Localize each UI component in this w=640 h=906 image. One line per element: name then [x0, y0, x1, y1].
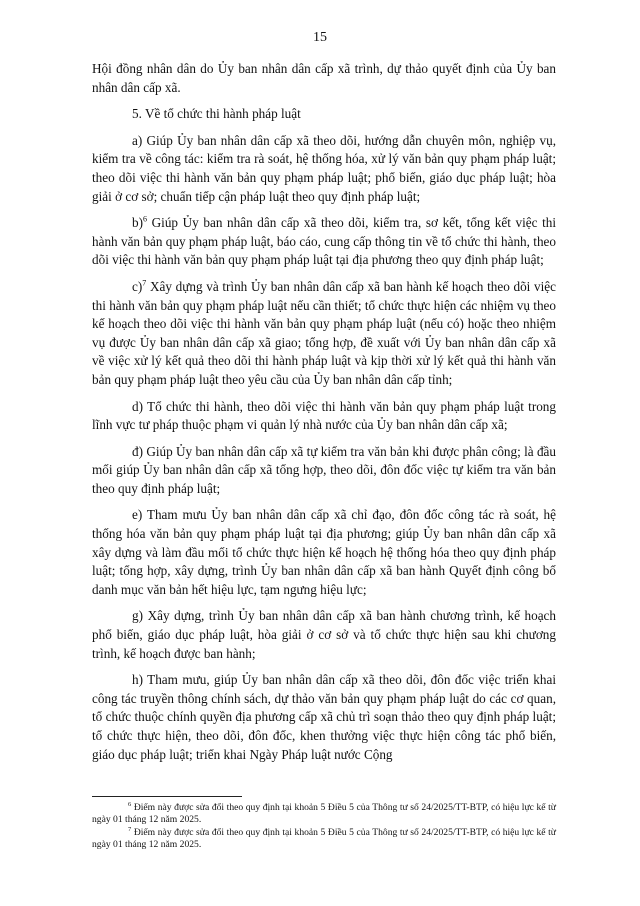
- paragraph-b-text: Giúp Ủy ban nhân dân cấp xã theo dõi, kiểm tra, sơ kết, tổng kết việc thi hành văn bản quy phạm pháp luật, báo cáo, cung cấp thông tin về tổ chức thi hành, theo dõi việc thi hành văn bản quy phạm pháp luật tại địa phương theo quy định pháp luật;: [92, 215, 556, 268]
- footnote-6-text: Điểm này được sửa đổi theo quy định tại khoản 5 Điều 5 của Thông tư số 24/2025/TT-BTP, có hiệu lực kể từ ngày 01 tháng 12 năm 2025.: [92, 802, 556, 826]
- paragraph-d: d) Tổ chức thi hành, theo dõi việc thi hành văn bản quy phạm pháp luật trong lĩnh vực tư pháp thuộc phạm vi quản lý nhà nước của Ủy ban nhân dân cấp xã;: [92, 398, 556, 433]
- paragraph-c-text: Xây dựng và trình Ủy ban nhân dân cấp xã ban hành kế hoạch theo dõi việc thi hành văn bản quy phạm pháp luật nếu cần thiết; tổ chức thực hiện các nhiệm vụ theo kế hoạch theo dõi việc thi hành văn bản quy phạm pháp luật (nếu có) hoặc theo nhiệm vụ được Ủy ban nhân dân cấp xã giao; tổng hợp, đề xuất với Ủy ban nhân dân cấp xã về việc xử lý kết quả theo dõi thi hành pháp luật và kịp thời xử lý kết quả thi hành văn bản quy phạm pháp luật theo yêu cầu của Ủy ban nhân dân cấp tỉnh;: [92, 278, 556, 387]
- paragraph-continuation: Hội đồng nhân dân do Ủy ban nhân dân cấp xã trình, dự thảo quyết định của Ủy ban nhân dân cấp xã.: [92, 61, 556, 95]
- section-heading-5: 5. Về tổ chức thi hành pháp luật: [132, 106, 301, 122]
- page-number: 15: [313, 30, 327, 45]
- body-text: [92, 60, 556, 772]
- footnote-7-marker: 7: [128, 825, 132, 833]
- footnote-divider: [92, 796, 242, 797]
- paragraph-a: a) Giúp Ủy ban nhân dân cấp xã theo dõi, hướng dẫn chuyên môn, nghiệp vụ, kiểm tra về công tác: kiểm tra rà soát, hệ thống hóa, xử lý văn bản quy phạm pháp luật; theo dõi việc thi hành văn bản quy phạm pháp luật; phổ biến, giáo dục pháp luật; hòa giải ở cơ sở; chuẩn tiếp cận pháp luật theo quy định pháp luật;: [92, 132, 556, 204]
- paragraph-b-label: b): [132, 215, 143, 231]
- footnote-ref-7[interactable]: 7: [142, 278, 147, 288]
- footnote-6: [92, 802, 556, 827]
- paragraph-h: h) Tham mưu, giúp Ủy ban nhân dân cấp xã theo dõi, đôn đốc việc triển khai công tác truyền thông chính sách, dự thảo văn bản quy phạm pháp luật do các cơ quan, tổ chức thuộc chính quyền địa phương cấp xã chủ trì soạn thảo theo quy định pháp luật; tổ chức thực hiện, theo dõi, đôn đốc, khen thưởng việc thực hiện công tác phổ biến, giáo dục pháp luật; triển khai Ngày Pháp luật nước Cộng: [92, 672, 556, 762]
- footnote-6-marker: 6: [128, 800, 132, 808]
- paragraph-e: e) Tham mưu Ủy ban nhân dân cấp xã chỉ đạo, đôn đốc công tác rà soát, hệ thống hóa văn bản quy phạm pháp luật tại địa phương; giúp Ủy ban nhân dân cấp xã xây dựng và làm đầu mối tổ chức thực hiện kế hoạch hệ thống hóa theo quy định pháp luật; tổng hợp, xây dựng, trình Ủy ban nhân dân cấp xã ban hành Quyết định công bố danh mục văn bản hết hiệu lực, tạm ngưng hiệu lực;: [92, 507, 556, 597]
- paragraph-c-label: c): [132, 278, 143, 294]
- paragraph-dd: đ) Giúp Ủy ban nhân dân cấp xã tự kiểm tra văn bản khi được phân công; là đầu mối giúp Ủy ban nhân dân cấp xã tổng hợp, theo dõi, đôn đốc việc tự kiểm tra văn bản theo quy định pháp luật;: [92, 443, 556, 496]
- paragraph-c: [92, 278, 556, 390]
- paragraph-b: [92, 214, 556, 270]
- paragraph-g: g) Xây dựng, trình Ủy ban nhân dân cấp xã ban hành chương trình, kế hoạch phổ biến, giáo dục pháp luật, hòa giải ở cơ sở và tổ chức thực hiện sau khi chương trình, kế hoạch được ban hành;: [92, 608, 556, 661]
- footnote-7-text: Điểm này được sửa đổi theo quy định tại khoản 5 Điều 5 của Thông tư số 24/2025/TT-BTP, có hiệu lực kể từ ngày 01 tháng 12 năm 2025.: [92, 826, 556, 851]
- footnotes: [92, 802, 556, 852]
- footnote-ref-6[interactable]: 6: [143, 214, 147, 224]
- footnote-7: [92, 827, 556, 852]
